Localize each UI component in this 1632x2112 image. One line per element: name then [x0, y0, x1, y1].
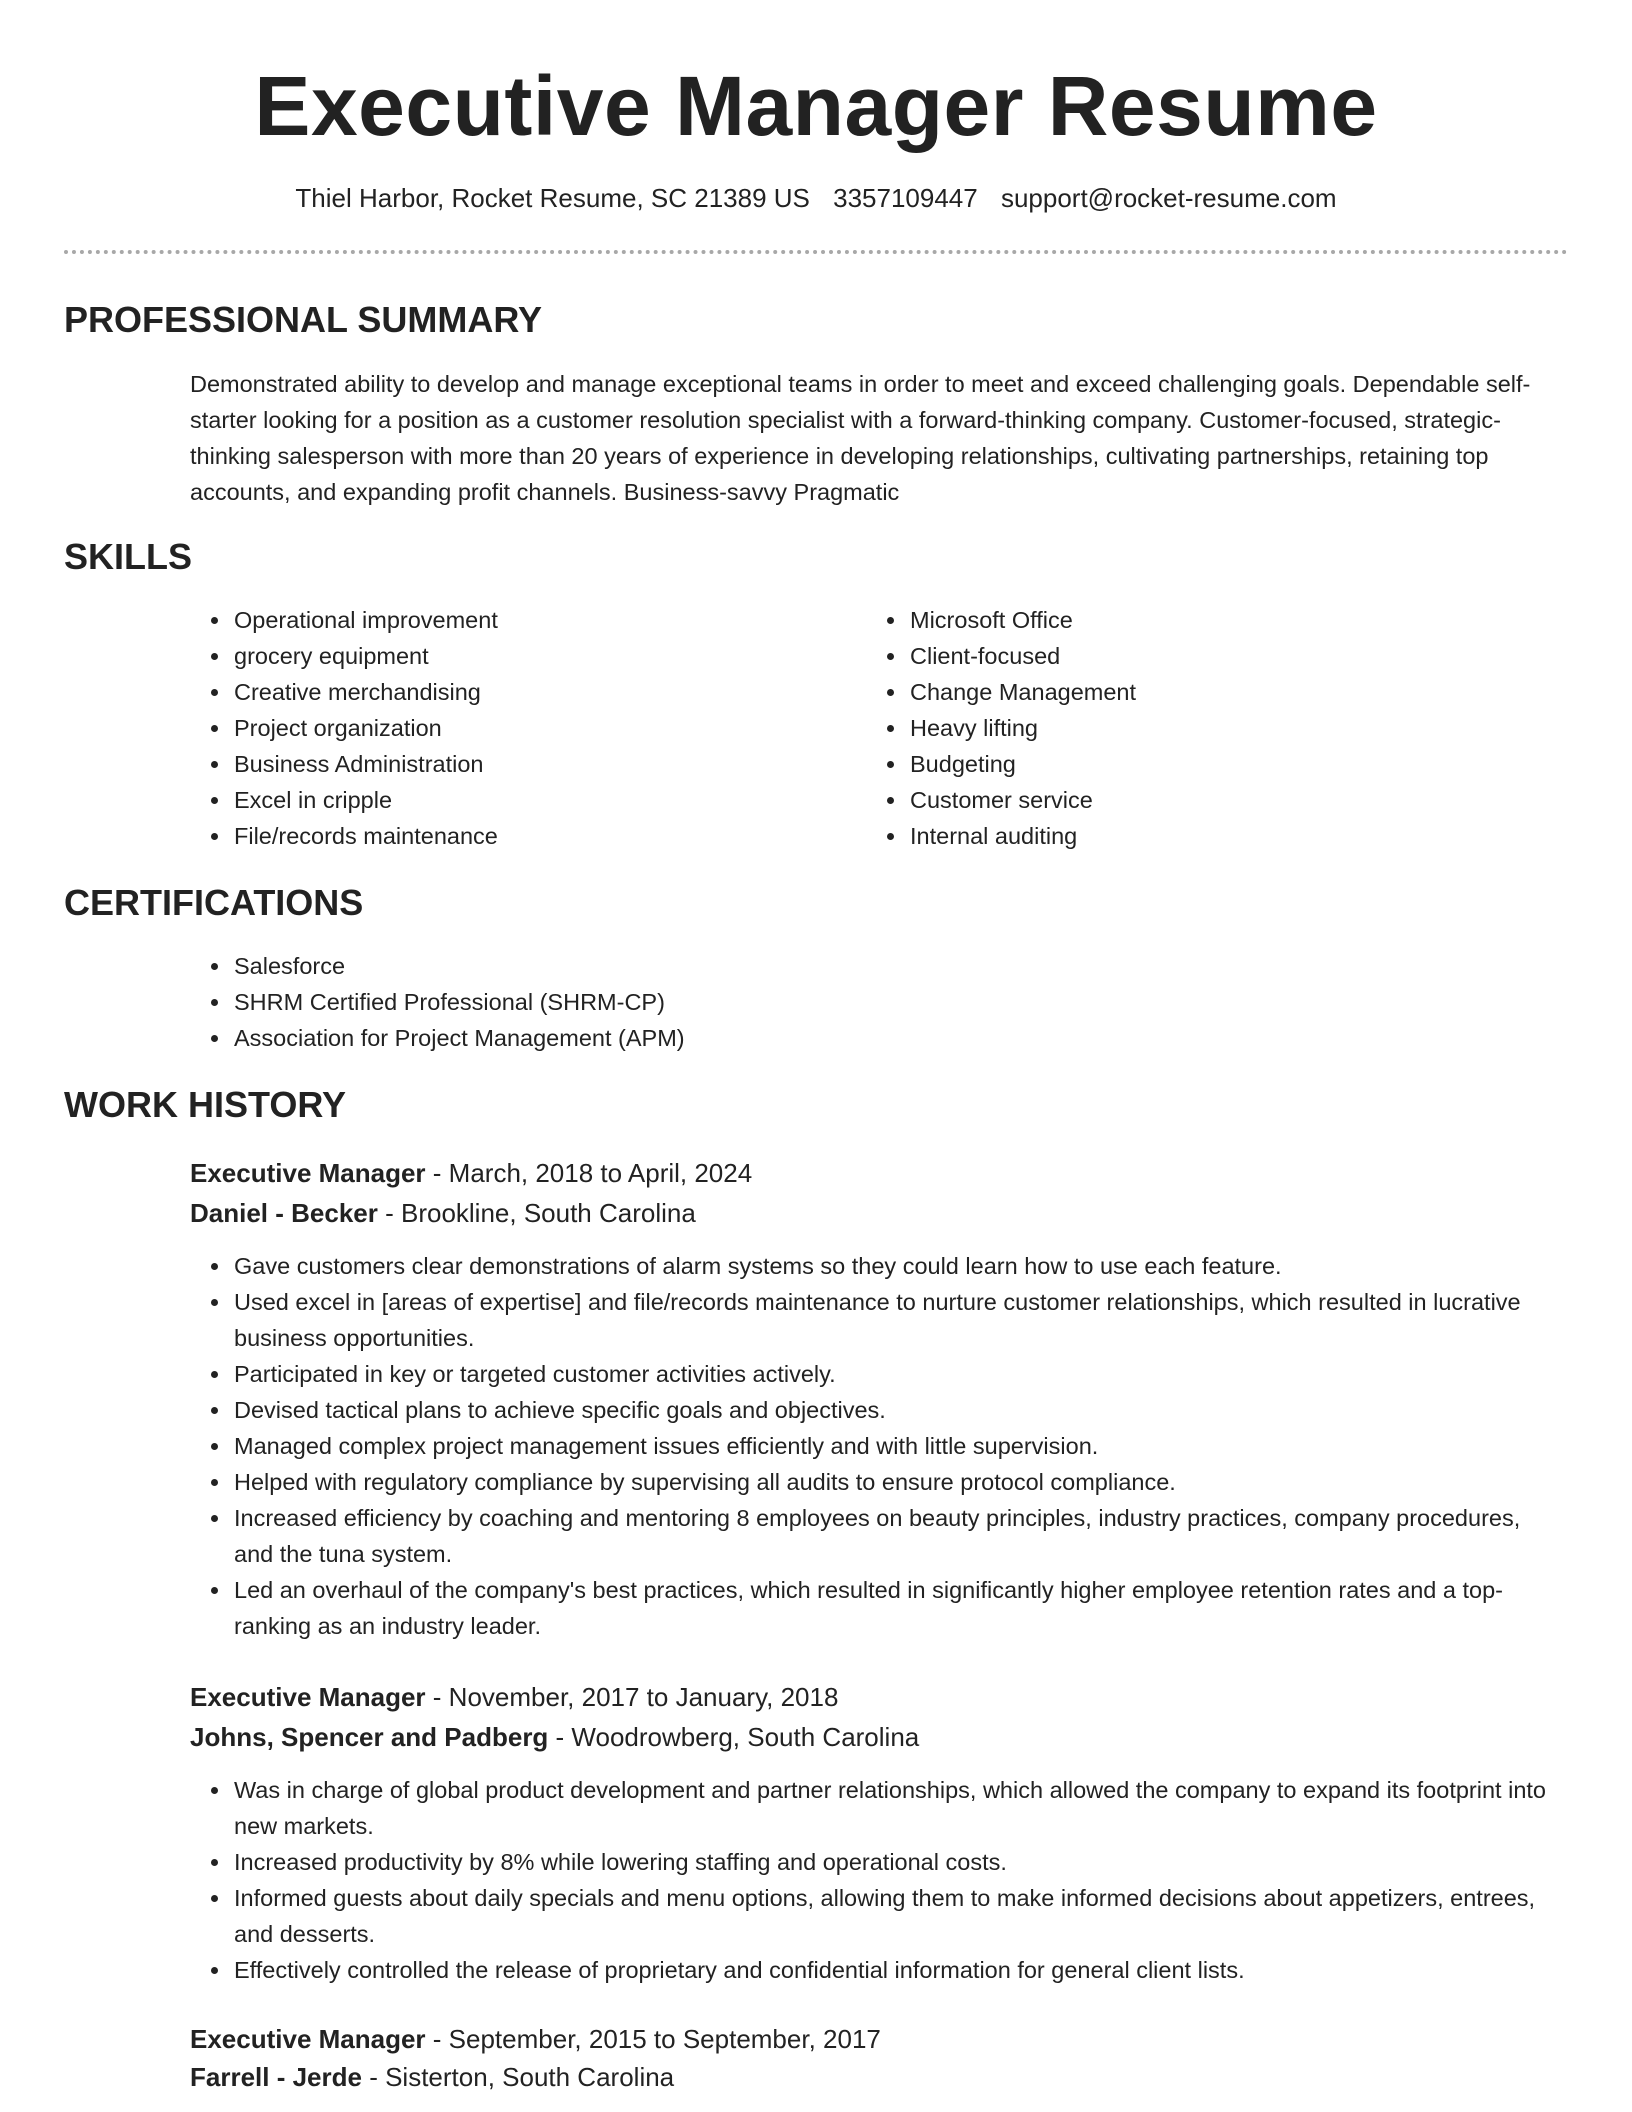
job-bullet: • Increased productivity by 8% while lowering staffing and operational costs.	[232, 1844, 1562, 1880]
certification-item: • SHRM Certified Professional (SHRM-CP)	[232, 984, 1132, 1020]
job-dates: - September, 2015 to September, 2017	[425, 2024, 881, 2054]
resume-title: Executive Manager Resume	[254, 59, 1378, 153]
job-bullet: • Helped with regulatory compliance by supervising all audits to ensure protocol compliance.	[232, 1464, 1562, 1500]
job-bullet: • Was in charge of global product development and partner relationships, which allowed the company to expand its footprint into new markets.	[232, 1772, 1562, 1844]
skill-item: • File/records maintenance	[232, 818, 832, 854]
certification-item: • Salesforce	[232, 948, 1132, 984]
skill-item: • Microsoft Office	[908, 602, 1508, 638]
skill-item: • Business Administration	[232, 746, 832, 782]
summary-text: Demonstrated ability to develop and manage exceptional teams in order to meet and exceed challenging goals. Dependable self-starter looking for a position as a customer resolution specialist with a forward-thinking company. Customer-focused, strategic-thinking salesperson with more than 20 years of experience in developing relationships, cultivating partnerships, retaining top accounts, and expanding profit channels. Business-savvy Pragmatic	[190, 371, 1531, 505]
contact-line	[0, 180, 1632, 216]
job-bullet: • Gave customers clear demonstrations of alarm systems so they could learn how to use each feature.	[232, 1248, 1562, 1284]
job-bullets	[188, 1772, 1562, 1988]
job-bullet: • Devised tactical plans to achieve specific goals and objectives.	[232, 1392, 1562, 1428]
job-company: Farrell - Jerde	[190, 2062, 362, 2092]
job-title-line	[190, 2021, 881, 2057]
skills-list-right	[864, 602, 1508, 854]
skill-item: • grocery equipment	[232, 638, 832, 674]
job-location: - Brookline, South Carolina	[377, 1198, 696, 1228]
skill-item: • Budgeting	[908, 746, 1508, 782]
summary-heading: PROFESSIONAL SUMMARY	[64, 299, 543, 340]
skill-item: • Operational improvement	[232, 602, 832, 638]
skill-item: • Project organization	[232, 710, 832, 746]
job-company-line	[190, 2059, 674, 2095]
skills-heading: SKILLS	[64, 536, 193, 577]
job-company-line	[190, 1719, 919, 1755]
skill-item: • Internal auditing	[908, 818, 1508, 854]
job-bullet: • Informed guests about daily specials and menu options, allowing them to make informed decisions about appetizers, entrees, and desserts.	[232, 1880, 1562, 1952]
skill-item: • Customer service	[908, 782, 1508, 818]
contact-phone: 3357109447	[833, 183, 978, 213]
job-location: - Woodrowberg, South Carolina	[548, 1722, 920, 1752]
skill-item: • Heavy lifting	[908, 710, 1508, 746]
job-bullet: • Increased efficiency by coaching and mentoring 8 employees on beauty principles, industry practices, company procedures, and the tuna system.	[232, 1500, 1562, 1572]
job-company: Johns, Spencer and Padberg	[190, 1722, 549, 1752]
job-dates: - November, 2017 to January, 2018	[425, 1682, 839, 1712]
skill-item: • Change Management	[908, 674, 1508, 710]
contact-email: support@rocket-resume.com	[1000, 183, 1337, 213]
skills-list-left	[188, 602, 832, 854]
job-bullets	[188, 1248, 1562, 1644]
job-title-line	[190, 1155, 752, 1191]
job-bullet: • Effectively controlled the release of proprietary and confidential information for general client lists.	[232, 1952, 1562, 1988]
job-bullet: • Led an overhaul of the company's best practices, which resulted in significantly higher employee retention rates and a top-ranking as an industry leader.	[232, 1572, 1562, 1644]
skill-item: • Client-focused	[908, 638, 1508, 674]
job-company: Daniel - Becker	[190, 1198, 378, 1228]
job-bullet: • Participated in key or targeted customer activities actively.	[232, 1356, 1562, 1392]
job-location: - Sisterton, South Carolina	[361, 2062, 675, 2092]
job-dates: - March, 2018 to April, 2024	[425, 1158, 753, 1188]
contact-address: Thiel Harbor, Rocket Resume, SC 21389 US	[295, 183, 810, 213]
certifications-list	[188, 948, 1132, 1056]
certifications-heading: CERTIFICATIONS	[64, 882, 364, 923]
work-history-heading: WORK HISTORY	[64, 1084, 347, 1125]
job-title: Executive Manager	[190, 1158, 426, 1188]
job-title-line	[190, 1679, 838, 1715]
skill-item: • Creative merchandising	[232, 674, 832, 710]
job-bullet: • Used excel in [areas of expertise] and file/records maintenance to nurture customer relationships, which resulted in lucrative business opportunities.	[232, 1284, 1562, 1356]
job-title: Executive Manager	[190, 2024, 426, 2054]
job-bullet: • Managed complex project management issues efficiently and with little supervision.	[232, 1428, 1562, 1464]
skill-item: • Excel in cripple	[232, 782, 832, 818]
certification-item: • Association for Project Management (APM)	[232, 1020, 1132, 1056]
job-company-line	[190, 1195, 696, 1231]
header-divider	[64, 250, 1568, 254]
job-title: Executive Manager	[190, 1682, 426, 1712]
